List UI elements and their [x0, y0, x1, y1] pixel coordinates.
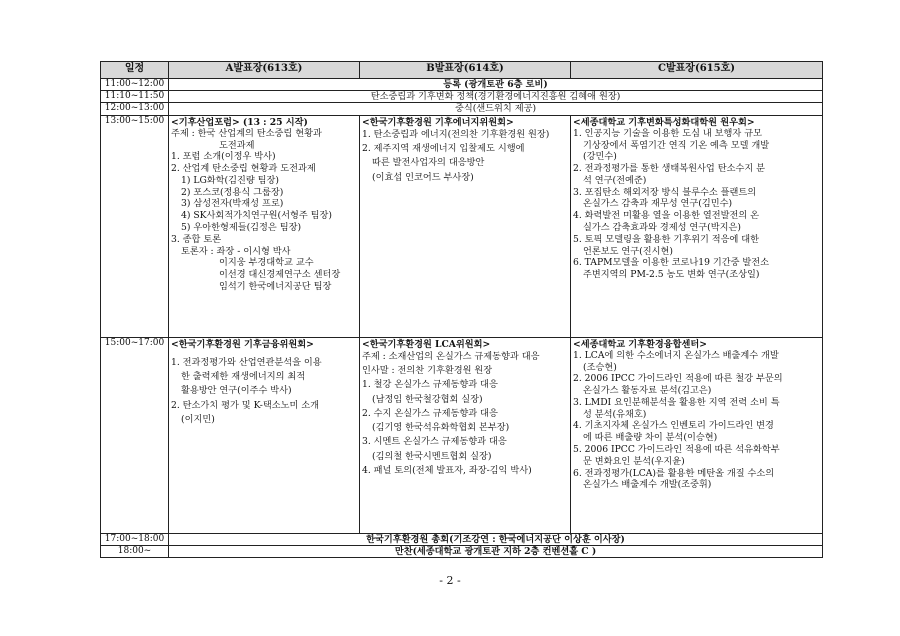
page-number: - 2 - — [439, 574, 461, 587]
session1-c-line: 언론보도 연구(진시현) — [583, 245, 673, 257]
session2-c-line: 4. 기초지자체 온실가스 인벤토리 가이드라인 변경 — [573, 420, 774, 432]
session1-a-line: 이선경 대신경제연구소 센터장 — [219, 269, 341, 281]
session2-a-line: (이지민) — [181, 413, 215, 425]
session2-c-line: 문 변화요인 분석(우지윤) — [583, 455, 685, 467]
session2-b-line: (김기영 한국석유화학협회 본부장) — [372, 422, 510, 434]
session1-b-line: 따른 발전사업자의 대응방안 — [372, 157, 485, 169]
session1-c-title: <세종대학교 기후변화특성화대학원 원우회> — [573, 116, 755, 128]
keynote-time: 11:10~11:50 — [101, 91, 169, 103]
session2-room-b — [360, 337, 571, 533]
session2-time: 15:00~17:00 — [101, 337, 169, 533]
session2-c-line: 온실가스 배출계수 개발(조중휘) — [583, 479, 712, 491]
keynote-text: 탄소중립과 기후변화 정책(경기환경에너지진흥원 김혜애 원장) — [169, 91, 823, 103]
general-text: 한국기후환경원 총회(기조강연 : 한국에너지공단 이상훈 이사장) — [169, 533, 823, 545]
session2-b-line: (김의철 한국시멘트협회 실장) — [372, 450, 492, 462]
keynote-row — [101, 91, 823, 103]
lunch-row — [101, 103, 823, 115]
session2-b-line: 3. 시멘트 온실가스 규제동향과 대응 — [362, 436, 507, 448]
session1-b-line: 1. 탄소중립과 에너지(전의찬 기후환경원 원장) — [362, 128, 550, 140]
session2-c-line: 5. 2006 IPCC 가이드라인 적용에 따른 석유화학부 — [573, 444, 780, 455]
header-room-c: C발표장(615호) — [571, 62, 823, 79]
dinner-text: 만찬(세종대학교 광개토관 지하 2층 컨벤션홀 C ) — [169, 545, 823, 557]
dinner-row — [101, 545, 823, 557]
session1-a-line: 4) SK사회적가치연구원(서형주 팀장) — [181, 210, 332, 222]
session1-c-line: 5. 토픽 모델링을 활용한 기후위기 적응에 대한 — [573, 233, 760, 245]
dinner-time: 18:00~ — [101, 545, 169, 557]
session1-c-line: 2. 전과정평가를 통한 생태복원사업 탄소수지 분 — [573, 163, 765, 175]
session2-c-line: 온실가스 활동자료 분석(김고은) — [583, 385, 712, 397]
session2-c-line: (조승현) — [583, 361, 617, 373]
session2-c-line: 6. 전과정평가(LCA)를 활용한 메탄올 개질 수소의 — [573, 467, 775, 479]
session2-a-line: 2. 탄소가치 평가 및 K-택소노미 소개 — [171, 399, 320, 411]
session2-row — [101, 337, 823, 533]
session1-row — [101, 115, 823, 337]
registration-row — [101, 79, 823, 91]
session2-b-line: 인사말 : 전의찬 기후환경원 원장 — [362, 365, 493, 377]
session1-b-title: <한국기후환경원 기후에너지위원회> — [362, 116, 514, 128]
session2-c-line: 에 따른 배출량 차이 분석(이승현) — [583, 432, 718, 444]
session2-c-line: 성 분석(유채호) — [583, 408, 647, 420]
session2-b-title: <한국기후환경원 LCA위원회> — [362, 338, 491, 350]
session2-c-title: <세종대학교 기후환경융합센터> — [573, 338, 707, 350]
session2-c-line: 3. LMDI 요인분해분석을 활용한 지역 전력 소비 특 — [573, 396, 780, 408]
session1-a-line: 2. 산업계 탄소중립 현황과 도전과제 — [171, 163, 316, 175]
session2-a-title: <한국기후환경원 기후금융위원회> — [171, 338, 314, 350]
session2-room-c — [571, 337, 823, 533]
session1-c-line: 3. 포집탄소 해외저장 방식 블루수소 플랜트의 — [573, 186, 757, 198]
session1-b-line: 2. 제주지역 재생에너지 입찰제도 시행에 — [362, 143, 525, 155]
session2-a-line: 1. 전과정평가와 산업연관분석을 이용 — [171, 356, 322, 368]
registration-time: 11:00~12:00 — [101, 79, 169, 91]
header-room-a: A발표장(613호) — [169, 62, 360, 79]
schedule-table — [100, 61, 823, 558]
session1-c-line: 기상장에서 폭염기간 연직 기온 예측 모델 개발 — [583, 139, 770, 151]
session2-b-line: 2. 수지 온실가스 규제동향과 대응 — [362, 407, 498, 419]
registration-text: 등록 (광개토관 6층 로비) — [169, 79, 823, 91]
session1-c-line: 4. 화력발전 미활용 열을 이용한 열전발전의 온 — [573, 210, 760, 222]
session1-a-line: 이지웅 부경대학교 교수 — [219, 257, 314, 269]
session1-room-a — [169, 115, 360, 337]
session1-a-line: 1. 포럼 소개(이정우 박사) — [171, 151, 276, 163]
session1-a-line: 3) 삼성전자(박재성 프로) — [181, 198, 284, 210]
session1-a-line: 2) 포스코(정용식 그룹장) — [181, 186, 284, 198]
session1-time: 13:00~15:00 — [101, 115, 169, 337]
header-time: 일정 — [101, 62, 169, 79]
session1-c-line: 주변지역의 PM-2.5 농도 변화 연구(조상일) — [583, 269, 760, 281]
session1-c-line: 온실가스 감축과 재무성 연구(김민수) — [583, 198, 733, 210]
lunch-text: 중식(샌드위치 제공) — [169, 103, 823, 115]
session1-b-line: (이효섭 인코어드 부사장) — [372, 171, 474, 183]
session1-a-title: <기후산업포럼> (13 : 25 시작) — [171, 116, 308, 128]
session1-a-line: 5) 우아한형제들(김정은 팀장) — [181, 222, 302, 233]
general-meeting-row — [101, 533, 823, 545]
session1-a-line: 주제 : 한국 산업계의 탄소중립 현황과 — [171, 127, 322, 139]
session2-b-line: 1. 철강 온실가스 규제동향과 대응 — [362, 379, 498, 391]
session2-b-line: 주제 : 소재산업의 온실가스 규제동향과 대응 — [362, 350, 540, 362]
lunch-time: 12:00~13:00 — [101, 103, 169, 115]
session1-a-line: 임석기 한국에너지공단 팀장 — [219, 280, 332, 292]
session2-c-line: 2. 2006 IPCC 가이드라인 적용에 따른 철강 부문의 — [573, 373, 783, 385]
session1-a-line: 도전과제 — [219, 139, 255, 151]
session1-a-line: 토론자 : 좌장 - 이시형 박사 — [181, 245, 291, 257]
session1-room-c — [571, 115, 823, 337]
session1-c-line: 6. TAPM모델을 이용한 코로나19 기간중 발전소 — [573, 257, 770, 269]
session2-c-line: 1. LCA에 의한 수소에너지 온실가스 배출계수 개발 — [573, 349, 779, 361]
session2-a-line: 한 출력제한 재생에너지의 최적 — [181, 371, 306, 383]
session2-a-line: 활용방안 연구(이주수 박사) — [181, 385, 292, 397]
general-time: 17:00~18:00 — [101, 533, 169, 545]
session2-b-line: 4. 패널 토의(전체 발표자, 좌장-김익 박사) — [362, 464, 532, 476]
header-row — [101, 62, 823, 79]
session1-room-b — [360, 115, 571, 337]
session2-room-a — [169, 337, 360, 533]
session1-a-line: 1) LG화학(김진량 팀장) — [181, 174, 280, 186]
session1-c-line: 1. 인공지능 기술을 이용한 도심 내 보행자 규모 — [573, 127, 762, 139]
session2-b-line: (남정임 한국철강협회 실장) — [372, 393, 483, 405]
header-room-b: B발표장(614호) — [360, 62, 571, 79]
session1-c-line: 실가스 감축효과와 경제성 연구(박지은) — [583, 222, 741, 233]
session1-a-line: 3. 종합 토론 — [171, 233, 222, 245]
session1-c-line: (강민수) — [583, 151, 617, 163]
session1-c-line: 석 연구(전예준) — [583, 174, 647, 186]
